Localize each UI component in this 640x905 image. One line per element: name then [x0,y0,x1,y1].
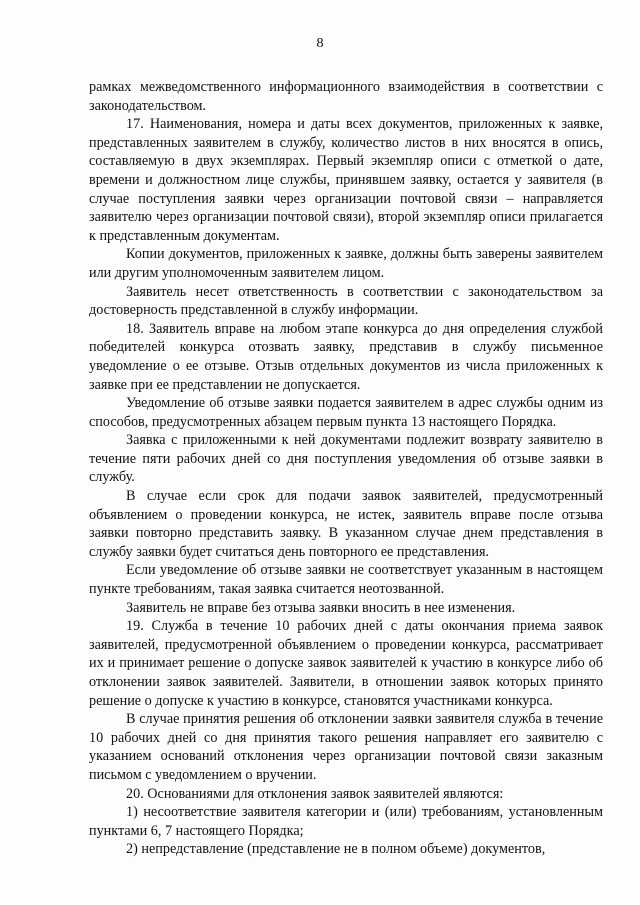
paragraph-item-19: 19. Служба в течение 10 рабочих дней с даты окончания приема заявок заявителей, предусмотренной объявлением о проведении конкурса, рассматривает их и принимает решение о допуске заявок заявителей к участию в конкурсе либо об отклонении заявок заявителей. Заявители, в отношении заявок которых принято решение о допуске к участию в конкурсе, становятся участниками конкурса. [89,618,603,709]
paragraph-return: Заявка с приложенными к ней документами подлежит возврату заявителю в течение пяти рабочих дней со дня поступления уведомления об отзыве заявки в службу. [89,432,603,486]
paragraph-copies: Копии документов, приложенных к заявке, должны быть заверены заявителем или другим уполномоченным заявителем лицом. [89,246,603,281]
paragraph-no-changes: Заявитель не вправе без отзыва заявки вносить в нее изменения. [126,599,516,616]
paragraph-item-20: 20. Основаниями для отклонения заявок заявителей являются: [126,785,504,802]
document-body [89,78,603,859]
paragraph-withdrawal-notice: Уведомление об отзыве заявки подается заявителем в адрес службы одним из способов, предусмотренных абзацем первым пункта 13 настоящего Порядка. [89,395,603,430]
paragraph-continuation: рамках межведомственного информационного взаимодействия в соответствии с законодательством. [89,79,603,114]
paragraph-resubmission: В случае если срок для подачи заявок заявителей, предусмотренный объявлением о проведении конкурса, не истек, заявитель вправе после отзыва заявки повторно представить заявку. В указанном случае днем представления в службу заявки будет считаться день повторного ее представления. [89,488,603,560]
paragraph-item-17: 17. Наименования, номера и даты всех документов, приложенных к заявке, представленных заявителем в службу, количество листов в них вносятся в опись, составляемую в двух экземплярах. Первый экземпляр описи с отметкой о дате, времени и должностном лице службы, принявшем заявку, остается у заявителя (в случае поступления заявки через организации почтовой связи – направляется заявителю через организации почтовой связи), второй экземпляр описи прилагается к представленным документам. [89,116,603,244]
paragraph-ground-1: 1) несоответствие заявителя категории и (или) требованиям, установленным пунктами 6, 7 настоящего Порядка; [89,804,603,839]
paragraph-ground-2: 2) непредставление (представление не в полном объеме) документов, [126,841,546,858]
paragraph-responsibility: Заявитель несет ответственность в соответствии с законодательством за достоверность представленной в службу информации. [89,283,603,319]
paragraph-non-compliant-notice: Если уведомление об отзыве заявки не соответствует указанным в настоящем пункте требованиям, такая заявка считается неотозванной. [89,562,603,598]
paragraph-item-18: 18. Заявитель вправе на любом этапе конкурса до дня определения службой победителей конкурса отозвать заявку, представив в службу письменное уведомление о ее отзыве. Отзыв отдельных документов из числа приложенных к заявке при ее представлении не допускается. [89,320,603,393]
page-number: 8 [316,36,324,51]
paragraph-rejection-notice: В случае принятия решения об отклонении заявки заявителя служба в течение 10 рабочих дней со дня принятия такого решения направляет его заявителю с указанием оснований отклонения через организации почтовой связи заказным письмом с уведомлением о вручении. [89,711,603,783]
